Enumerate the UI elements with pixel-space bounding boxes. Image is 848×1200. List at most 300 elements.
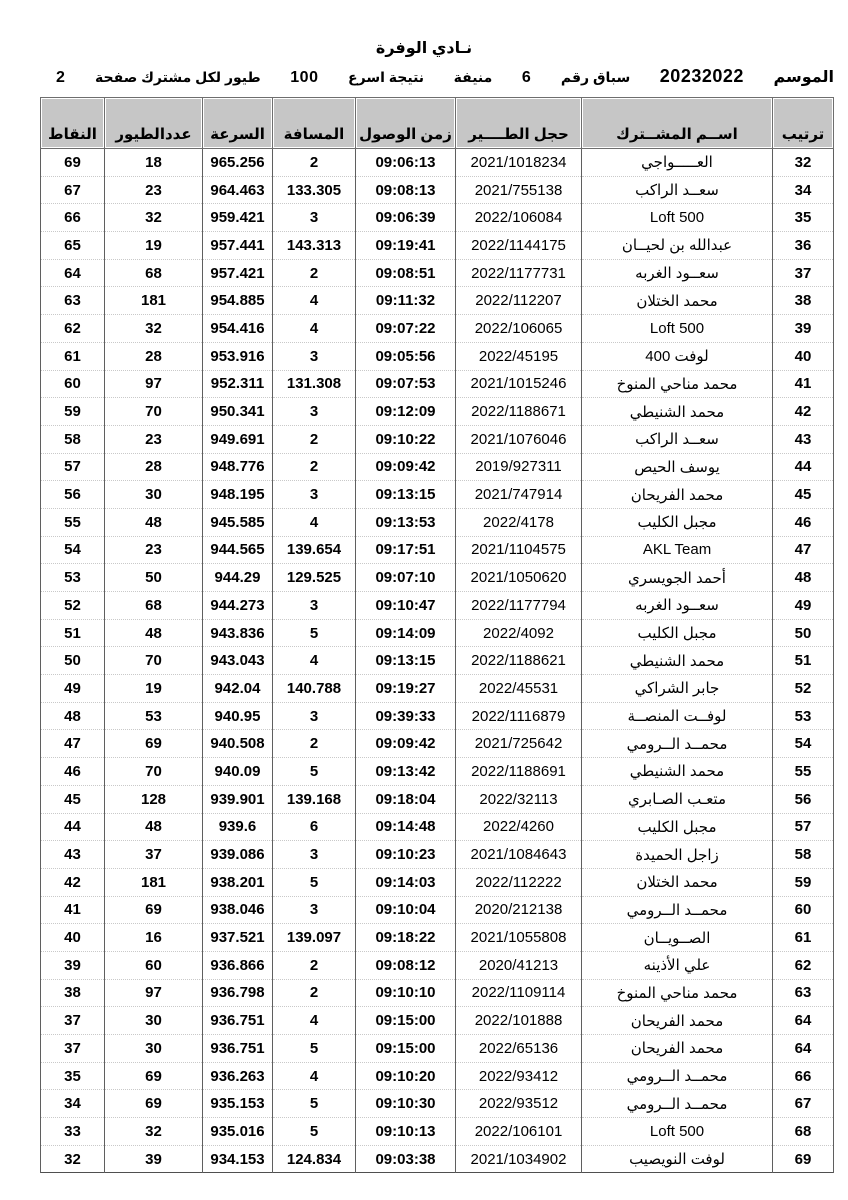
cell-participant-name: محمد مناحي المنوخ [582,370,773,398]
cell-rank: 36 [773,232,834,260]
cell-arrival-time: 09:09:42 [356,730,456,758]
cell-arrival-time: 09:14:03 [356,868,456,896]
cell-participant-name: سعــود الغربه [582,259,773,287]
cell-bird-count: 19 [105,232,203,260]
cell-participant-name: يوسف الحيص [582,453,773,481]
table-row [41,1118,834,1146]
table-row [41,868,834,896]
cell-points: 42 [41,868,105,896]
cell-rank: 50 [773,619,834,647]
cell-ring-number: 2021/1076046 [456,425,582,453]
cell-points: 55 [41,508,105,536]
cell-rank: 43 [773,425,834,453]
per-member-page-label: طيور لكل مشترك صفحة [95,69,261,85]
cell-ring-number: 2022/1177731 [456,259,582,287]
cell-arrival-time: 09:13:42 [356,758,456,786]
cell-distance: 3 [273,702,356,730]
cell-bird-count: 70 [105,758,203,786]
cell-ring-number: 2021/1015246 [456,370,582,398]
cell-speed: 954.416 [203,315,273,343]
cell-participant-name: Loft 500 [582,204,773,232]
cell-distance: 4 [273,508,356,536]
cell-participant-name: لوفت 400 [582,342,773,370]
cell-participant-name: محمد مناحي المنوخ [582,979,773,1007]
cell-ring-number: 2022/101888 [456,1007,582,1035]
cell-rank: 64 [773,1035,834,1063]
table-body [41,149,834,1173]
table-row [41,536,834,564]
table-row [41,924,834,952]
cell-rank: 37 [773,259,834,287]
cell-participant-name: سعــد الراكب [582,425,773,453]
cell-bird-count: 69 [105,1062,203,1090]
table-row [41,370,834,398]
table-row [41,702,834,730]
table-row [41,481,834,509]
cell-bird-count: 30 [105,1007,203,1035]
fastest-count-value: 100 [290,69,319,86]
release-location: منيفة [453,69,493,85]
cell-ring-number: 2021/1084643 [456,841,582,869]
cell-speed: 938.201 [203,868,273,896]
cell-arrival-time: 09:10:20 [356,1062,456,1090]
table-row [41,758,834,786]
cell-speed: 934.153 [203,1145,273,1173]
cell-bird-count: 68 [105,259,203,287]
cell-participant-name: محمــد الــرومي [582,730,773,758]
cell-bird-count: 23 [105,176,203,204]
table-row [41,259,834,287]
cell-distance: 2 [273,259,356,287]
club-title: نـادي الوفرة [375,40,473,57]
cell-bird-count: 48 [105,619,203,647]
cell-speed: 949.691 [203,425,273,453]
cell-arrival-time: 09:19:41 [356,232,456,260]
col-header-rank: ترتيب [773,98,834,149]
cell-points: 66 [41,204,105,232]
cell-participant-name: لوفــت المنصــة [582,702,773,730]
cell-speed: 944.565 [203,536,273,564]
cell-bird-count: 28 [105,453,203,481]
cell-participant-name: محمد الختلان [582,287,773,315]
table-row [41,1062,834,1090]
cell-participant-name: محمد الختلان [582,868,773,896]
cell-ring-number: 2022/45531 [456,675,582,703]
cell-rank: 38 [773,287,834,315]
cell-participant-name: مجبل الكليب [582,813,773,841]
cell-distance: 129.525 [273,564,356,592]
cell-rank: 42 [773,398,834,426]
cell-ring-number: 2021/1034902 [456,1145,582,1173]
table-row [41,951,834,979]
cell-arrival-time: 09:08:12 [356,951,456,979]
cell-ring-number: 2022/4092 [456,619,582,647]
cell-speed: 943.043 [203,647,273,675]
cell-rank: 35 [773,204,834,232]
cell-distance: 4 [273,1062,356,1090]
cell-ring-number: 2022/65136 [456,1035,582,1063]
cell-arrival-time: 09:13:53 [356,508,456,536]
cell-ring-number: 2022/1188671 [456,398,582,426]
cell-points: 61 [41,342,105,370]
cell-distance: 3 [273,841,356,869]
table-row [41,508,834,536]
cell-ring-number: 2022/4178 [456,508,582,536]
cell-bird-count: 16 [105,924,203,952]
cell-participant-name: لوفت النويصيب [582,1145,773,1173]
cell-speed: 940.95 [203,702,273,730]
cell-ring-number: 2022/112207 [456,287,582,315]
table-row [41,453,834,481]
table-row [41,564,834,592]
cell-points: 33 [41,1118,105,1146]
cell-ring-number: 2020/41213 [456,951,582,979]
cell-rank: 48 [773,564,834,592]
cell-rank: 34 [773,176,834,204]
cell-participant-name: Loft 500 [582,315,773,343]
cell-bird-count: 50 [105,564,203,592]
cell-distance: 4 [273,315,356,343]
cell-distance: 4 [273,1007,356,1035]
cell-rank: 51 [773,647,834,675]
cell-rank: 64 [773,1007,834,1035]
cell-bird-count: 23 [105,425,203,453]
cell-participant-name: Loft 500 [582,1118,773,1146]
cell-ring-number: 2022/1188621 [456,647,582,675]
cell-arrival-time: 09:13:15 [356,481,456,509]
cell-rank: 44 [773,453,834,481]
cell-arrival-time: 09:03:38 [356,1145,456,1173]
cell-distance: 2 [273,951,356,979]
cell-distance: 4 [273,287,356,315]
cell-ring-number: 2022/1144175 [456,232,582,260]
cell-rank: 61 [773,924,834,952]
cell-distance: 4 [273,647,356,675]
cell-bird-count: 30 [105,1035,203,1063]
cell-arrival-time: 09:15:00 [356,1035,456,1063]
cell-bird-count: 128 [105,785,203,813]
cell-bird-count: 70 [105,647,203,675]
cell-rank: 39 [773,315,834,343]
cell-arrival-time: 09:10:30 [356,1090,456,1118]
cell-speed: 937.521 [203,924,273,952]
col-header-ring-number: حجل الطــــير [456,98,582,149]
cell-ring-number: 2021/1104575 [456,536,582,564]
cell-participant-name: سعــد الراكب [582,176,773,204]
cell-rank: 46 [773,508,834,536]
race-number-label: سباق رقم [560,69,631,85]
cell-ring-number: 2020/212138 [456,896,582,924]
table-row [41,342,834,370]
cell-ring-number: 2022/32113 [456,785,582,813]
cell-speed: 939.086 [203,841,273,869]
cell-rank: 56 [773,785,834,813]
cell-bird-count: 37 [105,841,203,869]
cell-distance: 139.654 [273,536,356,564]
cell-rank: 68 [773,1118,834,1146]
cell-points: 54 [41,536,105,564]
cell-points: 38 [41,979,105,1007]
cell-ring-number: 2021/747914 [456,481,582,509]
cell-rank: 47 [773,536,834,564]
cell-bird-count: 68 [105,592,203,620]
cell-rank: 52 [773,675,834,703]
cell-arrival-time: 09:07:53 [356,370,456,398]
cell-participant-name: علي الأذينه [582,951,773,979]
table-row [41,647,834,675]
cell-speed: 944.29 [203,564,273,592]
cell-bird-count: 18 [105,149,203,177]
cell-points: 49 [41,675,105,703]
cell-ring-number: 2022/112222 [456,868,582,896]
cell-distance: 5 [273,1090,356,1118]
cell-speed: 936.751 [203,1035,273,1063]
cell-points: 53 [41,564,105,592]
cell-points: 50 [41,647,105,675]
cell-points: 32 [41,1145,105,1173]
cell-arrival-time: 09:10:04 [356,896,456,924]
cell-rank: 69 [773,1145,834,1173]
col-header-speed: السرعة [203,98,273,149]
table-header-row [41,98,834,149]
cell-arrival-time: 09:10:23 [356,841,456,869]
table-row [41,841,834,869]
cell-arrival-time: 09:13:15 [356,647,456,675]
cell-bird-count: 32 [105,204,203,232]
cell-arrival-time: 09:06:13 [356,149,456,177]
cell-bird-count: 69 [105,1090,203,1118]
cell-points: 43 [41,841,105,869]
cell-bird-count: 28 [105,342,203,370]
cell-speed: 940.09 [203,758,273,786]
table-row [41,425,834,453]
cell-ring-number: 2021/1055808 [456,924,582,952]
table-row [41,785,834,813]
cell-points: 63 [41,287,105,315]
cell-participant-name: سعــود الغربه [582,592,773,620]
cell-distance: 3 [273,896,356,924]
cell-bird-count: 181 [105,868,203,896]
cell-participant-name: محمد الفريحان [582,481,773,509]
cell-speed: 935.016 [203,1118,273,1146]
cell-participant-name: محمــد الــرومي [582,896,773,924]
cell-ring-number: 2022/1177794 [456,592,582,620]
cell-speed: 957.421 [203,259,273,287]
cell-points: 35 [41,1062,105,1090]
cell-distance: 133.305 [273,176,356,204]
cell-points: 40 [41,924,105,952]
cell-speed: 943.836 [203,619,273,647]
cell-participant-name: أحمد الجويسري [582,564,773,592]
table-row [41,232,834,260]
cell-points: 41 [41,896,105,924]
cell-rank: 67 [773,1090,834,1118]
cell-points: 37 [41,1035,105,1063]
cell-points: 69 [41,149,105,177]
cell-bird-count: 39 [105,1145,203,1173]
cell-rank: 41 [773,370,834,398]
cell-bird-count: 97 [105,370,203,398]
cell-speed: 964.463 [203,176,273,204]
cell-distance: 5 [273,758,356,786]
table-row [41,1090,834,1118]
cell-bird-count: 69 [105,730,203,758]
table-row [41,204,834,232]
cell-distance: 3 [273,342,356,370]
cell-points: 45 [41,785,105,813]
cell-arrival-time: 09:18:04 [356,785,456,813]
cell-arrival-time: 09:14:48 [356,813,456,841]
cell-points: 47 [41,730,105,758]
cell-participant-name: محمد الشنيطي [582,647,773,675]
cell-points: 62 [41,315,105,343]
table-row [41,149,834,177]
col-header-bird-count: عددالطيور [105,98,203,149]
cell-distance: 3 [273,592,356,620]
cell-rank: 32 [773,149,834,177]
cell-arrival-time: 09:14:09 [356,619,456,647]
cell-ring-number: 2022/106065 [456,315,582,343]
results-table [40,97,834,1173]
cell-rank: 40 [773,342,834,370]
cell-ring-number: 2022/4260 [456,813,582,841]
cell-points: 65 [41,232,105,260]
cell-speed: 935.153 [203,1090,273,1118]
cell-bird-count: 60 [105,951,203,979]
cell-arrival-time: 09:06:39 [356,204,456,232]
cell-rank: 53 [773,702,834,730]
cell-speed: 936.751 [203,1007,273,1035]
table-row [41,1145,834,1173]
table-row [41,592,834,620]
cell-participant-name: الصــويــان [582,924,773,952]
table-row [41,176,834,204]
col-header-points: النقاط [41,98,105,149]
cell-arrival-time: 09:18:22 [356,924,456,952]
cell-rank: 66 [773,1062,834,1090]
cell-points: 34 [41,1090,105,1118]
table-row [41,1035,834,1063]
result-label: نتيجة اسرع [348,69,425,85]
cell-arrival-time: 09:11:32 [356,287,456,315]
cell-arrival-time: 09:09:42 [356,453,456,481]
cell-distance: 3 [273,481,356,509]
cell-rank: 45 [773,481,834,509]
cell-ring-number: 2022/106101 [456,1118,582,1146]
table-row [41,287,834,315]
cell-bird-count: 181 [105,287,203,315]
cell-speed: 939.6 [203,813,273,841]
cell-arrival-time: 09:08:13 [356,176,456,204]
cell-bird-count: 48 [105,813,203,841]
cell-participant-name: محمد الفريحان [582,1007,773,1035]
cell-points: 44 [41,813,105,841]
table-row [41,896,834,924]
table-row [41,315,834,343]
page-number-value: 2 [56,69,66,86]
cell-speed: 950.341 [203,398,273,426]
cell-points: 60 [41,370,105,398]
col-header-participant-name: اســم المشــترك [582,98,773,149]
cell-arrival-time: 09:07:22 [356,315,456,343]
cell-speed: 942.04 [203,675,273,703]
cell-distance: 5 [273,1118,356,1146]
cell-arrival-time: 09:10:22 [356,425,456,453]
cell-speed: 965.256 [203,149,273,177]
cell-participant-name: محمــد الــرومي [582,1062,773,1090]
cell-bird-count: 97 [105,979,203,1007]
season-label: الموسم [773,69,834,86]
cell-distance: 2 [273,425,356,453]
cell-arrival-time: 09:10:10 [356,979,456,1007]
cell-distance: 2 [273,149,356,177]
cell-participant-name: جابر الشراكي [582,675,773,703]
cell-points: 51 [41,619,105,647]
cell-participant-name: متعـب الصـابري [582,785,773,813]
cell-distance: 131.308 [273,370,356,398]
cell-participant-name: مجبل الكليب [582,508,773,536]
cell-speed: 948.776 [203,453,273,481]
cell-points: 57 [41,453,105,481]
cell-bird-count: 32 [105,315,203,343]
cell-arrival-time: 09:19:27 [356,675,456,703]
cell-arrival-time: 09:12:09 [356,398,456,426]
cell-speed: 953.916 [203,342,273,370]
cell-ring-number: 2021/725642 [456,730,582,758]
cell-rank: 63 [773,979,834,1007]
cell-participant-name: العـــــواجي [582,149,773,177]
cell-distance: 5 [273,619,356,647]
cell-speed: 948.195 [203,481,273,509]
cell-ring-number: 2022/45195 [456,342,582,370]
cell-distance: 139.097 [273,924,356,952]
cell-participant-name: عبدالله بن لحيــان [582,232,773,260]
cell-rank: 58 [773,841,834,869]
cell-ring-number: 2019/927311 [456,453,582,481]
cell-rank: 49 [773,592,834,620]
cell-bird-count: 30 [105,481,203,509]
cell-points: 56 [41,481,105,509]
cell-speed: 936.798 [203,979,273,1007]
cell-speed: 939.901 [203,785,273,813]
cell-ring-number: 2022/1188691 [456,758,582,786]
cell-distance: 139.168 [273,785,356,813]
cell-speed: 945.585 [203,508,273,536]
cell-rank: 62 [773,951,834,979]
cell-points: 67 [41,176,105,204]
cell-speed: 952.311 [203,370,273,398]
cell-bird-count: 70 [105,398,203,426]
cell-distance: 3 [273,204,356,232]
cell-points: 52 [41,592,105,620]
cell-points: 46 [41,758,105,786]
report-meta-line [0,64,848,90]
cell-distance: 124.834 [273,1145,356,1173]
season-value: 20232022 [659,66,744,86]
cell-points: 58 [41,425,105,453]
cell-participant-name: محمد الفريحان [582,1035,773,1063]
cell-points: 64 [41,259,105,287]
cell-speed: 944.273 [203,592,273,620]
cell-distance: 5 [273,868,356,896]
cell-bird-count: 69 [105,896,203,924]
cell-distance: 6 [273,813,356,841]
cell-speed: 938.046 [203,896,273,924]
cell-participant-name: AKL Team [582,536,773,564]
col-header-distance: المسافة [273,98,356,149]
table-row [41,979,834,1007]
cell-rank: 54 [773,730,834,758]
